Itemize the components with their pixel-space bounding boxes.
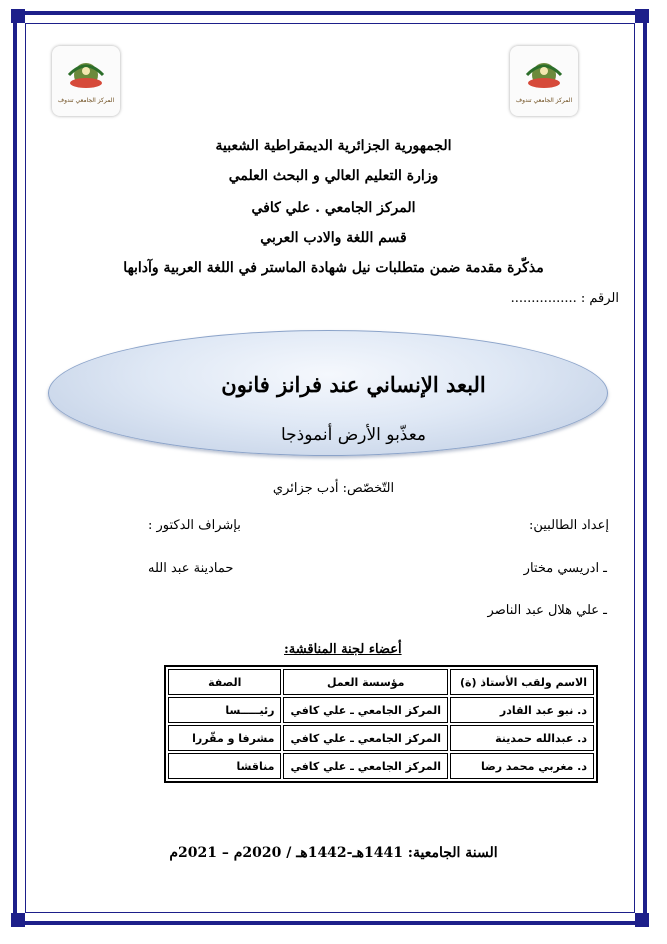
table-header-row xyxy=(168,669,594,695)
university-logo-left xyxy=(52,46,120,116)
university-emblem-icon xyxy=(61,53,111,95)
corner-ornament-top-right xyxy=(635,9,649,23)
jury-member-role: مناقشا xyxy=(168,753,281,779)
reference-number: الرقم : ................ xyxy=(510,291,619,306)
jury-title: أعضاء لجنة المناقشة: xyxy=(284,642,402,657)
jury-member-role: مشرفا و مقّررا xyxy=(168,725,281,751)
jury-member-institution: المركز الجامعي ـ علي كافي xyxy=(283,697,448,723)
students-label: إعداد الطالبين: xyxy=(528,518,609,533)
university-center: المركز الجامعي . علي كافي xyxy=(251,200,416,216)
jury-member-institution: المركز الجامعي ـ علي كافي xyxy=(283,753,448,779)
jury-table xyxy=(164,665,598,783)
student-name-2: ـ علي هلال عبد الناصر xyxy=(487,603,607,618)
republic-title: الجمهورية الجزائرية الديمقراطية الشعبية xyxy=(215,138,452,154)
header-institution: مؤسسة العمل xyxy=(283,669,448,695)
table-row xyxy=(168,725,594,751)
logo-caption: المركز الجامعي تندوف xyxy=(515,97,573,104)
student-name-1: ـ ادريسي مختار xyxy=(523,561,607,576)
ministry-title: وزارة التعليم العالي و البحث العلمي xyxy=(228,168,439,184)
department-name: قسم اللغة والادب العربي xyxy=(260,230,407,246)
header-role: الصفة xyxy=(168,669,281,695)
table-row xyxy=(168,697,594,723)
university-emblem-icon xyxy=(519,53,569,95)
jury-member-name: د. مغربي محمد رضا xyxy=(450,753,594,779)
thesis-title: البعد الإنساني عند فرانز فانون xyxy=(221,372,486,397)
jury-member-name: د. نبو عبد القادر xyxy=(450,697,594,723)
jury-member-institution: المركز الجامعي ـ علي كافي xyxy=(283,725,448,751)
corner-ornament-bottom-left xyxy=(11,913,25,927)
specialty: التّخصّص: أدب جزائري xyxy=(272,481,395,496)
corner-ornament-top-left xyxy=(11,9,25,23)
jury-member-name: د. عبدالله حمدينة xyxy=(450,725,594,751)
university-logo-right xyxy=(510,46,578,116)
supervisor-name: حمادينة عبد الله xyxy=(148,561,234,576)
header-name: الاسم ولقب الأستاذ (ة) xyxy=(450,669,594,695)
logo-caption: المركز الجامعي تندوف xyxy=(57,97,115,104)
supervisor-label: بإشراف الدكتور : xyxy=(148,518,241,533)
corner-ornament-bottom-right xyxy=(635,913,649,927)
thesis-subtitle: معذّبو الأرض أنموذجا xyxy=(280,425,427,445)
table-row xyxy=(168,753,594,779)
jury-member-role: رئيـــــسا xyxy=(168,697,281,723)
thesis-purpose: مذكّرة مقدمة ضمن متطلبات نيل شهادة الماستر في اللغة العربية وآدابها xyxy=(123,260,544,276)
academic-year: السنة الجامعية: 1441هـ-1442هـ / 2020م – 2021م xyxy=(169,845,498,861)
